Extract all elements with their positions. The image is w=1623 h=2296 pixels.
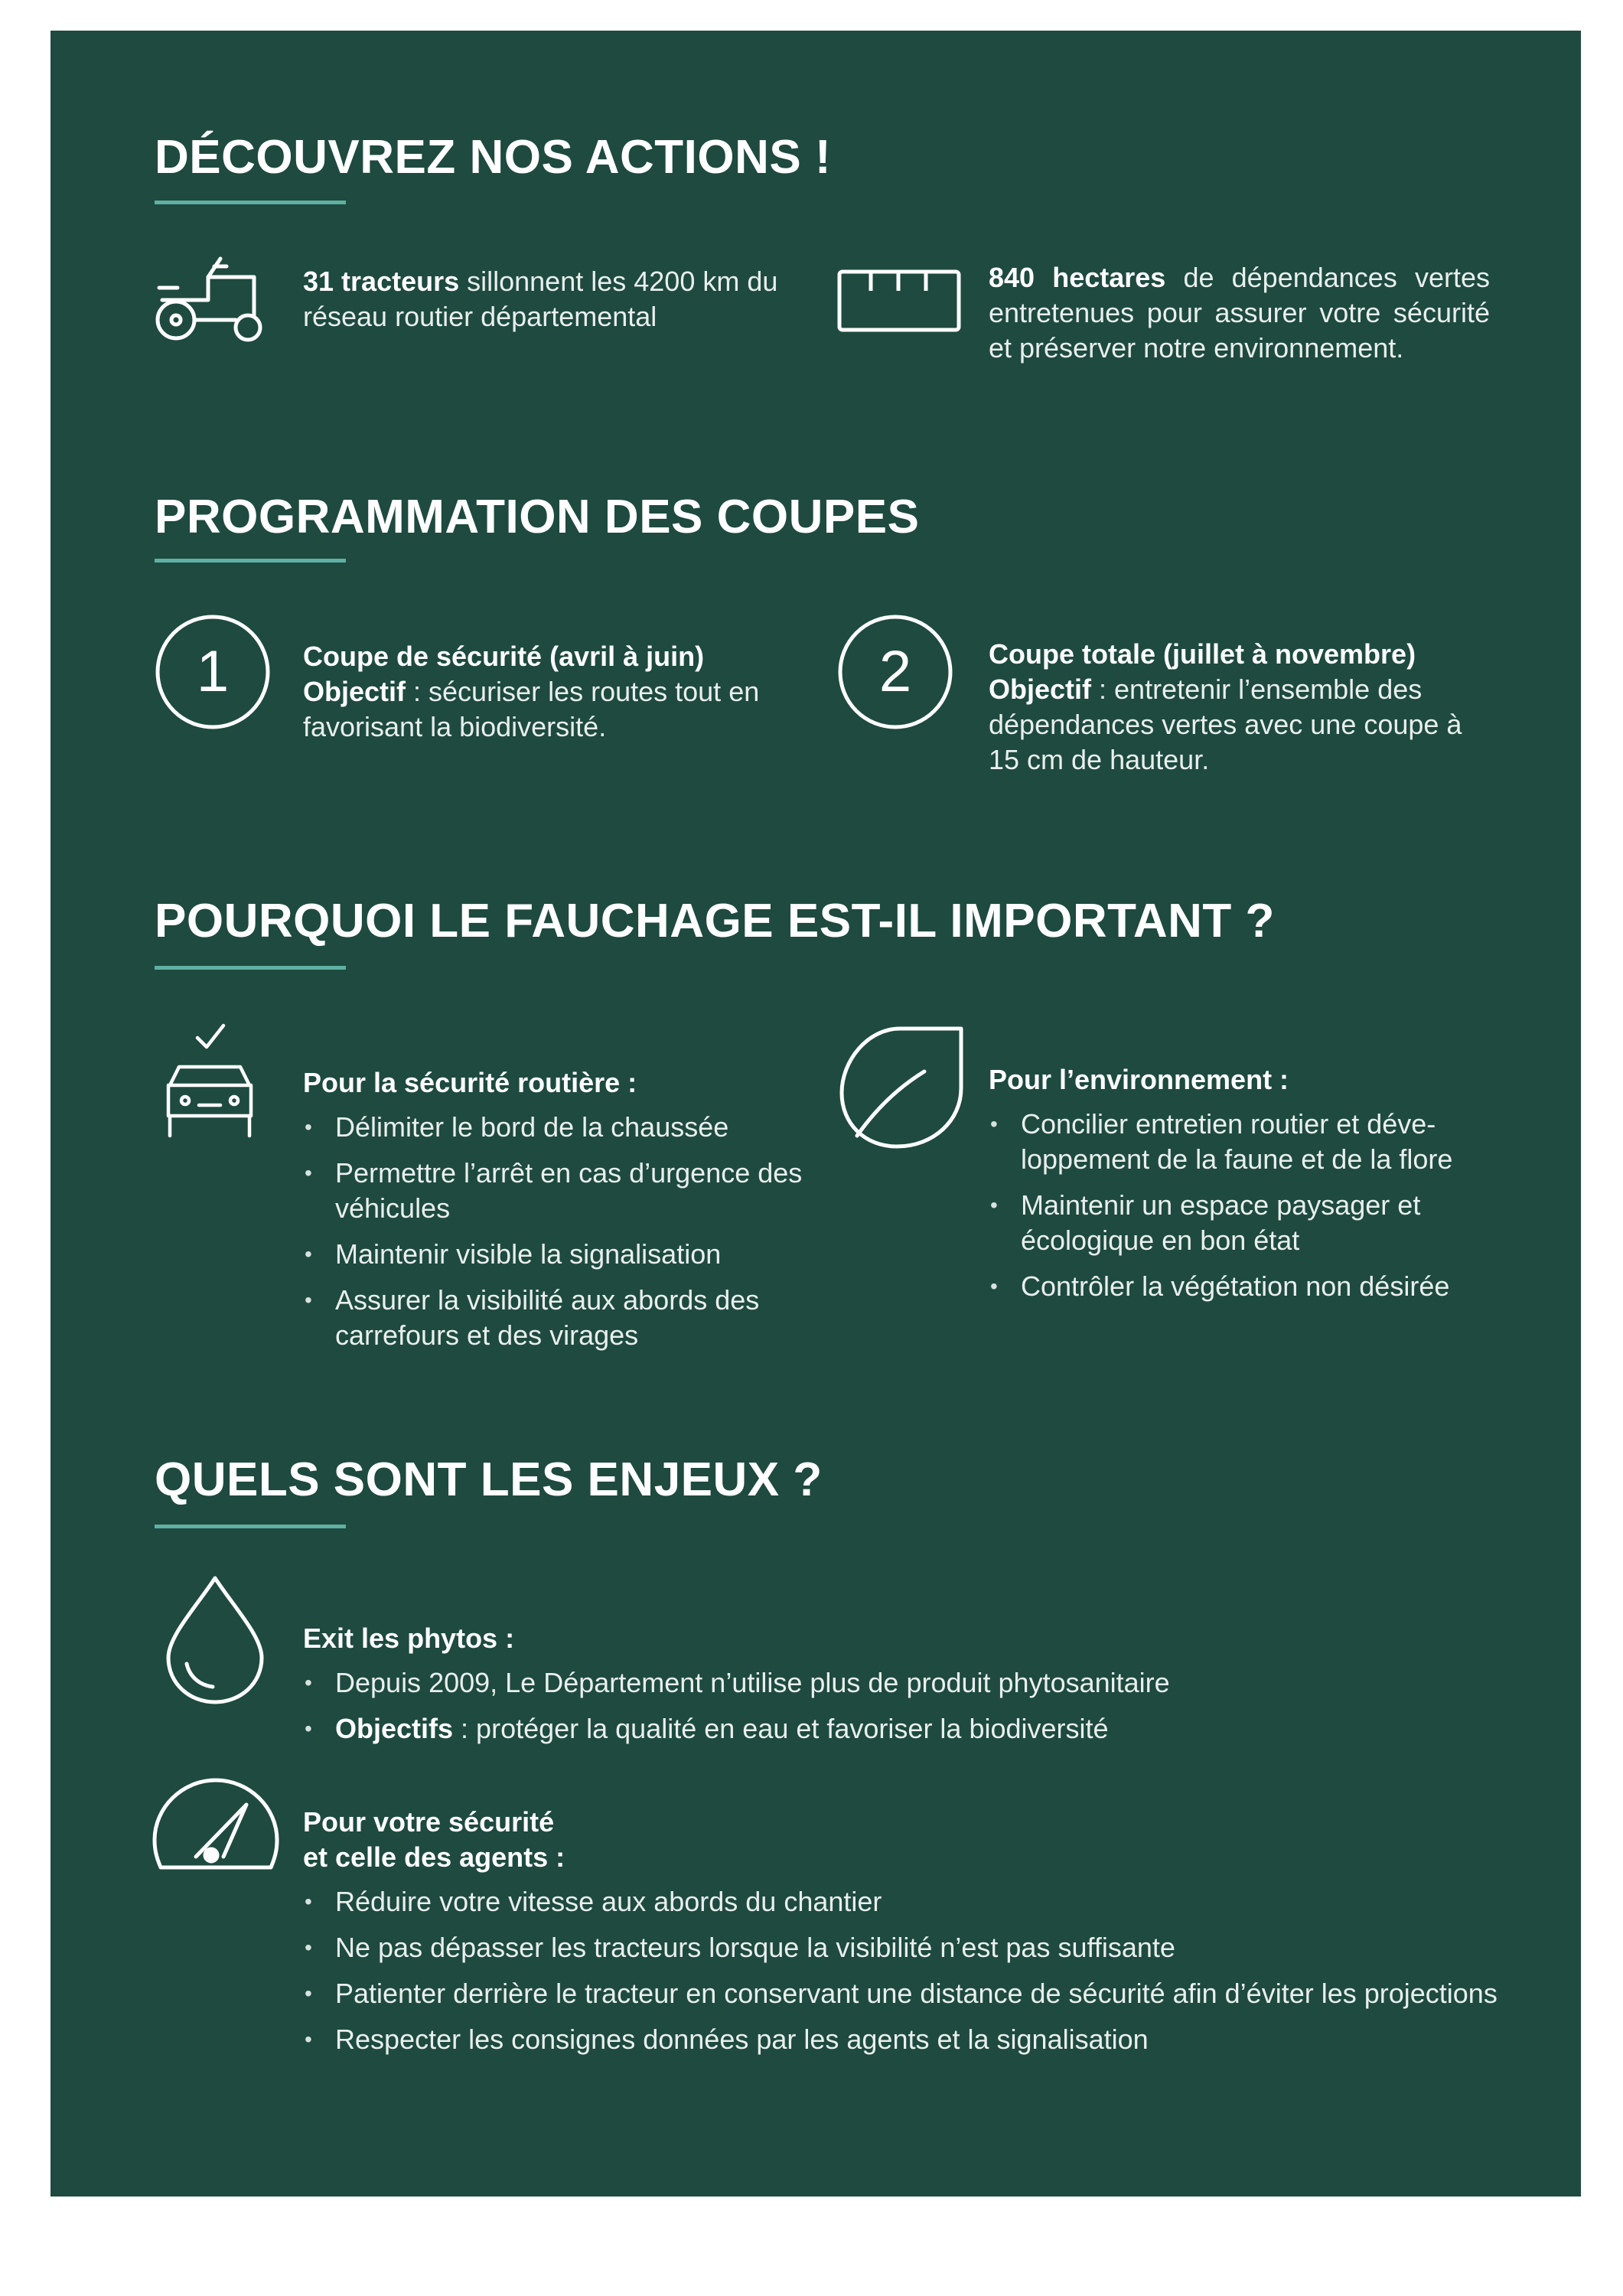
list-item: • Patienter derrière le tracteur en conservant une distance de sécurité afin d’éviter les projections: [303, 1976, 1543, 2011]
flyer-panel: [51, 31, 1581, 2197]
road-safety-block: [303, 1065, 823, 1364]
circle-number-1: 1: [196, 639, 230, 704]
cut-2-title: Coupe totale (juillet à novembre): [989, 638, 1416, 670]
list-item: • Maintenir un espace paysager et écologique en bon état: [989, 1188, 1517, 1258]
ruler-icon: [837, 269, 961, 332]
phytos-heading: Exit les phytos :: [303, 1623, 515, 1654]
list-item: • Respecter les consignes données par les agents et la signalisation: [303, 2022, 1543, 2057]
cut-2-objective-text: : entretenir l’ensemble des dépendances vertes avec une coupe à 15 cm de hauteur.: [989, 673, 1462, 775]
list-item: • Maintenir visible la signalisation: [303, 1237, 823, 1272]
cut-2-objective-label: Objectif: [989, 673, 1092, 705]
phytos-list: [303, 1665, 1527, 1746]
list-item: • Depuis 2009, Le Département n’utilise plus de produit phytosanitaire: [303, 1665, 1527, 1701]
list-item: • Ne pas dépasser les tracteurs lorsque la visibilité n’est pas suffisante: [303, 1930, 1543, 1965]
list-item: • Contrôler la végétation non désirée: [989, 1269, 1517, 1304]
cut-2-block: [989, 637, 1494, 778]
water-drop-icon: [165, 1575, 265, 1705]
section-title-programmation: PROGRAMMATION DES COUPES: [155, 491, 920, 543]
car-check-icon: [165, 1019, 254, 1142]
objectives-text: : protéger la qualité en eau et favoriser la biodiversité: [453, 1713, 1109, 1744]
tractors-text: [303, 264, 793, 334]
number-circle-2: [837, 614, 953, 730]
tractors-count: 31 tracteurs: [303, 266, 460, 297]
section-title-enjeux: QUELS SONT LES ENJEUX ?: [155, 1453, 823, 1506]
road-safety-heading: Pour la sécurité routière :: [303, 1067, 637, 1098]
speedometer-icon: [153, 1777, 279, 1872]
section-title-fauchage: POURQUOI LE FAUCHAGE EST-IL IMPORTANT ?: [155, 895, 1275, 947]
objectives-label: Objectifs: [335, 1713, 454, 1744]
safety-agents-block: [303, 1805, 1543, 2068]
safety-heading-line1: Pour votre sécurité: [303, 1806, 555, 1838]
title-underline: [155, 201, 346, 204]
list-item: • Concilier entretien routier et déve-loppement de la faune et de la flore: [989, 1107, 1517, 1177]
road-safety-list: [303, 1110, 823, 1353]
list-item: [303, 1711, 1527, 1746]
circle-number-2: 2: [878, 639, 912, 704]
tractors-desc: sillonnent les 4200 km du réseau routier départemental: [303, 266, 778, 332]
environment-list: [989, 1107, 1517, 1304]
list-item: • Assurer la visibilité aux abords des carrefours et des virages: [303, 1283, 823, 1353]
title-underline: [155, 559, 346, 563]
hectares-text: [989, 260, 1490, 366]
section-title-actions: DÉCOUVREZ NOS ACTIONS !: [155, 131, 832, 184]
list-item: • Réduire votre vitesse aux abords du chantier: [303, 1884, 1543, 1919]
title-underline: [155, 966, 346, 970]
cut-1-objective-text: : sécuriser les routes tout en favorisant la biodiversité.: [303, 676, 760, 742]
leaf-icon: [839, 1024, 965, 1150]
phytos-block: [303, 1621, 1527, 1757]
hectares-desc: de dépendances vertes entretenues pour assurer votre sécurité et préserver notre environnement.: [989, 262, 1490, 364]
safety-list: [303, 1884, 1543, 2057]
cut-1-block: [303, 639, 808, 745]
hectares-count: 840 hectares: [989, 262, 1166, 293]
list-item: • Permettre l’arrêt en cas d’urgence des véhicules: [303, 1156, 823, 1226]
number-circle-1: [155, 614, 271, 730]
environment-heading: Pour l’environnement :: [989, 1064, 1289, 1095]
list-item: • Délimiter le bord de la chaussée: [303, 1110, 823, 1145]
environment-block: [989, 1062, 1517, 1315]
cut-1-objective-label: Objectif: [303, 676, 406, 707]
cut-1-title: Coupe de sécurité (avril à juin): [303, 641, 705, 672]
title-underline: [155, 1525, 346, 1528]
safety-heading-line2: et celle des agents :: [303, 1841, 565, 1873]
tractor-icon: [155, 254, 269, 346]
